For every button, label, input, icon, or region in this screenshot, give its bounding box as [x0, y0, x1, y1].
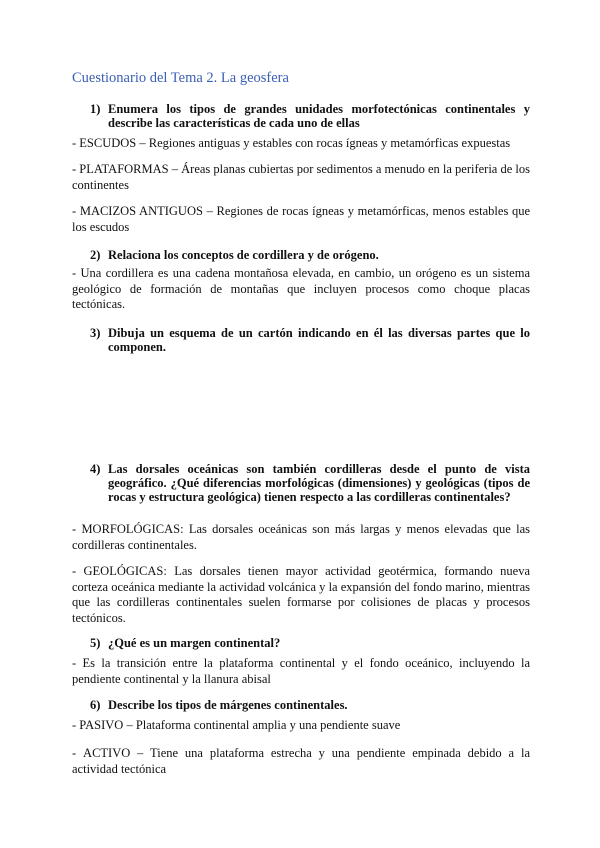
question-3 — [90, 326, 530, 354]
answer-text: Regiones antiguas y estables con rocas ígneas y metamórficas expuestas — [148, 136, 511, 150]
answer-text: Las dorsales oceánicas son más largas y menos elevadas que las cordilleras continentales. — [72, 522, 531, 552]
question-text: Dibuja un esquema de un cartón indicando en él las diversas partes que lo componen. — [108, 326, 530, 354]
answer-label: PLATAFORMAS — [79, 162, 169, 176]
answer-bullet: - — [72, 746, 84, 760]
answer-text: Regiones de rocas ígneas y metamórficas, menos estables que los escudos — [72, 204, 531, 234]
answer-label: ACTIVO — [83, 746, 131, 760]
question-text: ¿Qué es un margen continental? — [108, 636, 281, 650]
question-4 — [90, 462, 530, 504]
answer-bullet: - — [72, 162, 80, 176]
question-2 — [90, 248, 530, 262]
question-number: 5) — [90, 636, 101, 650]
question-text: Relaciona los conceptos de cordillera y de orógeno. — [108, 248, 379, 262]
answer-geologicas — [72, 564, 530, 626]
answer-text: Plataforma continental amplia y una pendiente suave — [135, 718, 401, 732]
document-title: Cuestionario del Tema 2. La geosfera — [72, 70, 289, 86]
answer-label: MORFOLÓGICAS — [81, 522, 181, 536]
question-number: 4) — [90, 462, 101, 476]
answer-macizos-antiguos — [72, 204, 530, 235]
question-6 — [90, 698, 530, 712]
answer-bullet: - — [72, 718, 80, 732]
answer-pasivo — [72, 718, 530, 734]
answer-label: GEOLÓGICAS — [83, 564, 164, 578]
answer-label: ESCUDOS — [79, 136, 137, 150]
answer-cordillera-orogeno — [72, 266, 530, 313]
answer-text: Áreas planas cubiertas por sedimentos a menudo en la periferia de los continentes — [72, 162, 530, 192]
question-1 — [90, 102, 530, 130]
answer-plataformas — [72, 162, 530, 193]
answer-separator: – — [123, 718, 136, 732]
answer-bullet: - — [72, 204, 80, 218]
answer-separator: – — [168, 162, 182, 176]
answer-margen-continental — [72, 656, 530, 687]
question-number: 1) — [90, 102, 101, 116]
answer-bullet: - — [72, 522, 82, 536]
question-number: 2) — [90, 248, 101, 262]
answer-text: Las dorsales tienen mayor actividad geotérmica, formando nueva corteza oceánica mediante la actividad volcánica y la expansión del fondo marino, mientras que las cordilleras continentales suelen formarse por colisiones de placas y procesos tectónicos. — [72, 564, 530, 625]
answer-label: PASIVO — [79, 718, 124, 732]
answer-text: - Es la transición entre la plataforma continental y el fondo oceánico, incluyendo la pendiente continental y la llanura abisal — [72, 656, 530, 686]
answer-label: MACIZOS ANTIGUOS — [79, 204, 203, 218]
question-text: Las dorsales oceánicas son también cordilleras desde el punto de vista geográfico. ¿Qué diferencias morfológicas (dimensiones) y geológicas (tipos de rocas y estructura geológica) tienen respecto a las cordilleras continentales? — [108, 462, 530, 504]
answer-separator: – — [202, 204, 217, 218]
answer-text: Tiene una plataforma estrecha y una pendiente empinada debido a la actividad tectónica — [72, 746, 530, 776]
question-text: Describe los tipos de márgenes continentales. — [108, 698, 348, 712]
question-number: 6) — [90, 698, 101, 712]
answer-separator: – — [130, 746, 151, 760]
question-number: 3) — [90, 326, 101, 340]
answer-morfologicas — [72, 522, 530, 553]
answer-activo — [72, 746, 530, 777]
question-text: Enumera los tipos de grandes unidades morfotectónicas continentales y describe las características de cada uno de ellas — [108, 102, 530, 130]
answer-bullet: - — [72, 564, 84, 578]
answer-separator: : — [163, 564, 175, 578]
answer-separator: : — [180, 522, 189, 536]
question-5 — [90, 636, 530, 650]
answer-text: - Una cordillera es una cadena montañosa elevada, en cambio, un orógeno es un sistema geológico de formación de montañas que incluyen procesos como choque placas tectónicas. — [72, 266, 530, 311]
answer-separator: – — [136, 136, 149, 150]
answer-bullet: - — [72, 136, 80, 150]
answer-escudos — [72, 136, 530, 152]
